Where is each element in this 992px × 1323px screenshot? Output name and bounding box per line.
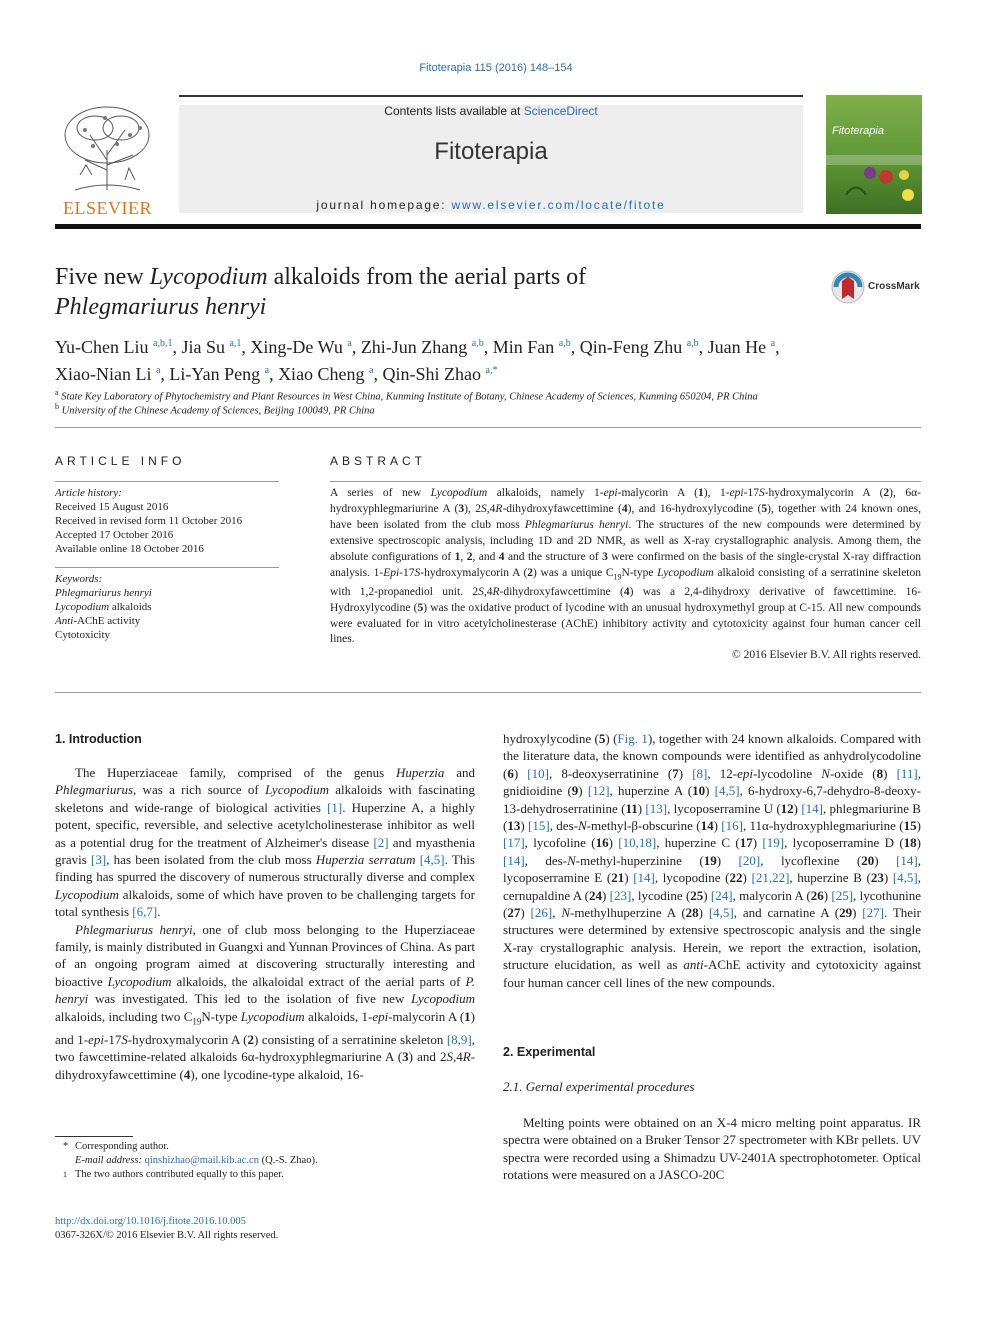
intro-heading: 1. Introduction [55,732,142,746]
divider [330,481,921,482]
cover-art-icon [826,95,922,214]
author-name[interactable]: Xing-De Wu [250,337,343,357]
keywords [55,572,279,642]
keyword-3 [55,614,279,628]
author-name[interactable]: Li-Yan Peng [169,364,261,384]
subsection-heading: 2.1. Gernal experimental procedures [503,1079,695,1094]
affiliation-a: $^a$ State Key Laboratory of Phytochemistry and Plant Resources in West China, Kunming Institute of Botany, Chinese Academy of Sciences, Kunming 650204, PR China [55,388,758,403]
sciencedirect-link[interactable]: ScienceDirect [523,104,598,118]
homepage-label: journal homepage: [316,198,452,212]
author-affiliation-mark[interactable]: a,b [558,338,571,349]
author-affiliation-mark[interactable]: a,b [686,338,699,349]
footnote-email [55,1154,475,1168]
history-online: Available online 18 October 2016 [55,543,204,555]
contents-label: Contents lists available at [384,104,524,118]
title-part: Five new [55,264,150,290]
divider [55,567,279,568]
history-revised: Received in revised form 11 October 2016 [55,515,243,527]
divider [55,481,279,482]
keyword-text: alkaloids [109,601,152,613]
keywords-label: Keywords: [55,573,103,585]
footnote-equal-text: The two authors contributed equally to this paper. [75,1169,284,1180]
abstract-text: A series of new Lycopodium alkaloids, namely 1-epi-malycorin A (1), 1-epi-17S-hydroxymalycorin A (2), 6α-hydroxyphlegmariurine A (3), 2S,4R-dihydroxyfawcettimine (4), and 16-hydroxylycodine (5), together with 24 known ones, have been isolated from the club moss Phlegmariurus henryi. The structures of the new compounds were determined by extensive spectroscopic analysis, including 1D and 2D NMR, as well as X-ray crystallographic analysis. Among them, the absolute configurations of 1, 2, and 4 and the structure of 3 were confirmed on the basis of the single-crystal X-ray diffraction analysis. 1-Epi-17S-hydroxymalycorin A (2) was a unique $C_{19}N$-type Lycopodium alkaloid consisting of a serratinine skeleton with 1,2-propanediol unit. 2S,4R-dihydroxyfawcettimine (4) was a 2,4-dihydroxy derivative of fawcettimine. 16-Hydroxylycodine (5) was the oxidative product of lycodine with an unusual hydroxymethyl group at C-15. All new compounds were evaluated for in vitro acetylcholinesterase (AChE) inhibitory activity and cytotoxicity against four human cancer cell lines. © 2016 Elsevier B.V. All rights reserved. [330,486,921,664]
copyright: © 2016 Elsevier B.V. All rights reserved. [732,649,921,662]
title-part: alkaloids from the aerial parts of [267,264,587,290]
author-name[interactable]: Zhi-Jun Zhang [360,337,468,357]
crossmark-button[interactable] [831,270,926,306]
keyword-1 [55,586,279,600]
history-label: Article history: [55,487,122,499]
author-name[interactable]: Qin-Feng Zhu [579,337,683,357]
affiliation-a-text: State Key Laboratory of Phytochemistry and Plant Resources in West China, Kunming Institute of Botany, Chinese Academy of Sciences, Kunming 650204, PR China [61,391,758,403]
author-affiliation-mark[interactable]: a [369,365,374,376]
journal-name: Fitoterapia [434,138,548,165]
footnote-rule [55,1136,133,1137]
keyword-text: Anti [55,615,74,627]
intro-body: The Huperziaceae family, comprised of the genus Huperzia and Phlegmariurus, was a rich source of Lycopodium alkaloids with fascinating skeletons and wide-range of biological activities [1]. Huperzine A, a highly potent, specific, reversible, and selective acetylcholinesterase inhibitor as well as a potential drug for the treatment of Alzheimer's disease [2] and myasthenia gravis [3], has been isolated from the club moss Huperzia serratum [4,5]. This finding has spurred the discovery of numerous structurally diverse and complex Lycopodium alkaloids, some of which have proven to be challenging targets for total synthesis [6,7]. Phlegmariurus henryi, one of club moss belonging to the Huperziaceae family, is mainly distributed in Guangxi and Yunnan Provinces of China. As part of an ongoing program aimed at discovering structurally interesting and bioactive Lycopodium alkaloids, the alkaloidal extract of the aerial parts of P. henryi was investigated. This led to the isolation of five new Lycopodium alkaloids, including two $C_{19}N$-type Lycopodium alkaloids, 1-epi-malycorin A (1) and 1-epi-17S-hydroxymalycorin A (2) consisting of a serratinine skeleton [8,9], two fawcettimine-related alkaloids 6α-hydroxyphlegmariurine A (3) and 2S,4R-dihydroxyfawcettimine (4), one lycodine-type alkaloid, 16- [55,765,475,1082]
journal-homepage [179,198,803,212]
affiliation-b-text: University of the Chinese Academy of Sciences, Beijing 100049, PR China [61,405,375,417]
crossmark-icon [831,270,865,304]
elsevier-wordmark: ELSEVIER [63,198,152,218]
contents-line [179,104,803,118]
article-info-heading: ARTICLE INFO [55,454,186,468]
doi-link[interactable]: http://dx.doi.org/10.1016/j.fitote.2016.10.005 [55,1216,246,1227]
keyword-4: Cytotoxicity [55,629,110,641]
author-line-2: Xiao-Nian Li $^a$, Li-Yan Peng $^a$, Xiao Cheng $^a$, Qin-Shi Zhao $^{a,*}$ [55,364,498,384]
email-label: E-mail address: [75,1155,145,1166]
keyword-text: Lycopodium [55,601,110,613]
author-affiliation-mark[interactable]: a,b,1 [153,338,173,349]
doi-block [55,1215,475,1243]
journal-citation[interactable]: Fitoterapia 115 (2016) 148–154 [419,62,573,74]
author-affiliation-mark[interactable]: a,* [485,365,498,376]
cover-title: Fitoterapia [832,125,884,137]
author-affiliation-mark[interactable]: a [770,338,776,349]
article-history [55,486,279,556]
experimental-paragraph: Melting points were obtained on an X-4 micro melting point apparatus. IR spectra were obtained on a Bruker Tensor 27 spectrometer with KBr pellets. UV spectra were recorded using a Shimadzu UV-2401A spectrophotometer. Optical rotations were measured on a JASCO-20C [503,1115,921,1183]
crossmark-label: CrossMark [868,281,920,292]
footnote-equal: 1 The two authors contributed equally to this paper. [63,1169,284,1180]
keyword-text: Phlegmariurus henryi [55,587,152,599]
affiliation-b: $^b$ University of the Chinese Academy of Sciences, Beijing 100049, PR China [55,402,375,417]
author-name[interactable]: Xiao-Nian Li [55,364,152,384]
keyword-text: -AChE activity [73,615,141,627]
author-line-1: Yu-Chen Liu $^{a,b,1}$, Jia Su $^{a,1}$, Xing-De Wu $^a$, Zhi-Jun Zhang $^{a,b}$, Min Fan $^{a,b}$, Qin-Feng Zhu $^{a,b}$, Juan He $^a$, [55,337,780,357]
keyword-2 [55,600,279,614]
experimental-heading: 2. Experimental [503,1045,596,1059]
author-affiliation-mark[interactable]: a [264,365,270,376]
footnotes [55,1140,475,1182]
author-affiliation-mark[interactable]: a,1 [229,338,242,349]
history-received: Received 15 August 2016 [55,501,169,513]
article-title [55,262,775,322]
author-affiliation-mark[interactable]: a,b [471,338,484,349]
elsevier-tree-icon [55,100,160,195]
intro-body-continued: hydroxylycodine (5) (Fig. 1), together with 24 known alkaloids. Compared with the literature data, the known compounds were identified as anhydrolycodoline (6) [10], 8-deoxyserratinine (7) [8], 12-epi-lycodoline N-oxide (8) [11], gnidioidine (9) [12], huperzine A (10) [4,5], 6-hydroxy-6,7-dehydro-8-deoxy-13-dehydroserratinine (11) [13], lycoposerramine U (12) [14], phlegmariurine B (13) [15], des-N-methyl-β-obscurine (14) [16], 11α-hydroxyphlegmariurine (15) [17], lycofoline (16) [10,18], huperzine C (17) [19], lycoposerramine D (18) [14], des-N-methyl-huperzinine (19) [20], lycoflexine (20) [14], lycoposerramine E (21) [14], lycopodine (22) [21,22], huperzine B (23) [4,5], cernupaldine A (24) [23], lycodine (25) [24], malycorin A (26) [25], lycothunine (27) [26], N-methylhuperzine A (28) [4,5], and carnatine A (29) [27]. Their structures were determined by extensive spectroscopic analysis and the single X-ray crystallographic analysis. Herein, we report the extraction, isolation, structure elucidation, as well as anti-AChE activity and cytotoxicity against four human cancer cell lines of the new compounds. [503,731,921,990]
divider [55,692,921,693]
title-species: Phlegmariurus henryi [55,294,267,320]
header-top-rule [179,95,803,97]
divider [55,427,921,428]
abstract-heading: ABSTRACT [330,454,427,468]
author-name[interactable]: Xiao Cheng [278,364,365,384]
author-name[interactable]: Jia Su [181,337,225,357]
issn-line: 0367-326X/© 2016 Elsevier B.V. All rights reserved. [55,1230,279,1241]
footnote-corresponding: * Corresponding author. [63,1141,169,1152]
homepage-link[interactable]: www.elsevier.com/locate/fitote [451,198,666,212]
author-name[interactable]: Yu-Chen Liu [55,337,149,357]
author-name[interactable]: Juan He [707,337,767,357]
experimental-body [503,1114,921,1184]
title-part-italic: Lycopodium [149,264,268,290]
history-accepted: Accepted 17 October 2016 [55,529,174,541]
author-name[interactable]: Min Fan [492,337,555,357]
author-list [55,332,921,386]
email-link[interactable]: qinshizhao@mail.kib.ac.cn [144,1155,259,1166]
elsevier-logo[interactable] [55,100,160,218]
header-thick-rule [55,224,921,229]
author-affiliation-mark[interactable]: a [347,338,352,349]
email-tail: (Q.-S. Zhao). [258,1155,318,1166]
journal-cover[interactable] [826,95,922,214]
author-affiliation-mark[interactable]: a [155,365,161,376]
footnote-corr-text: Corresponding author. [75,1141,169,1152]
author-name[interactable]: Qin-Shi Zhao [382,364,481,384]
